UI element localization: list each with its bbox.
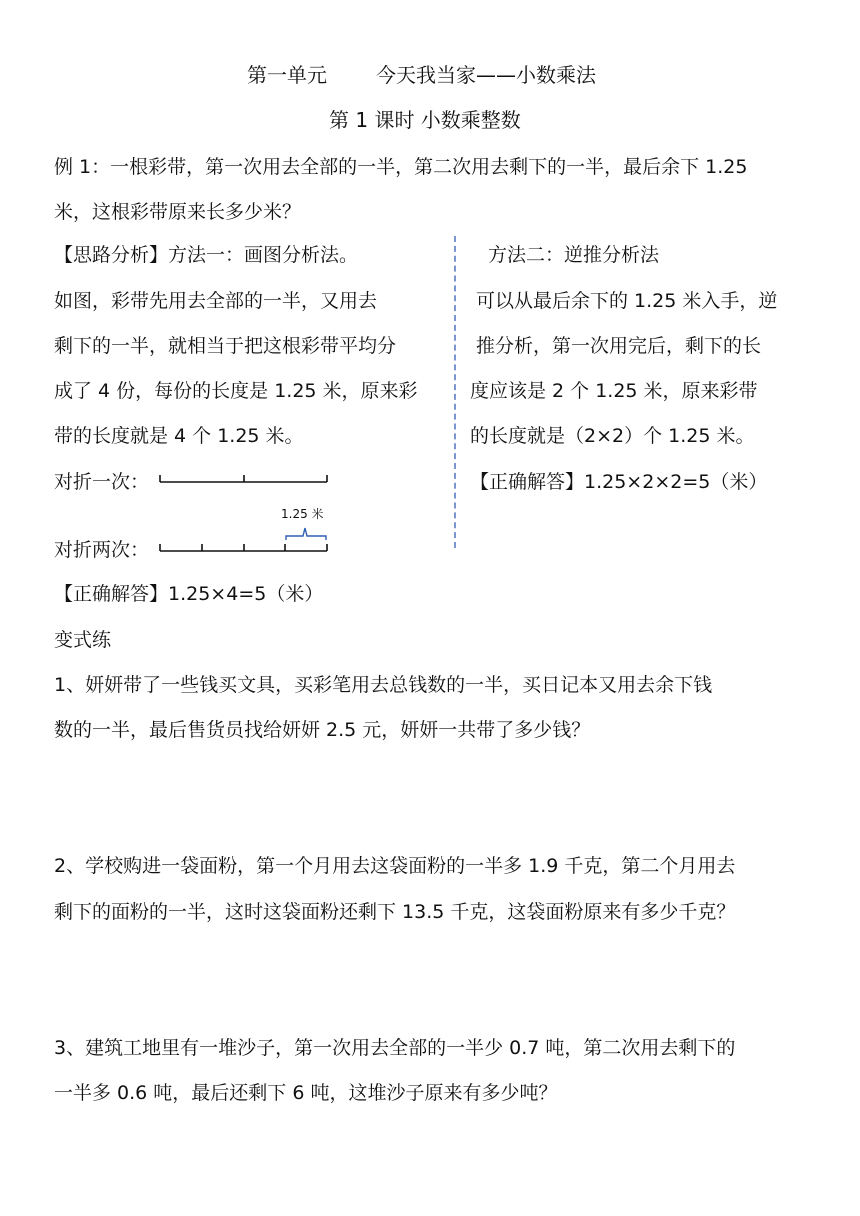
method2-line-3: 度应该是 2 个 1.25 米，原来彩带 bbox=[470, 380, 758, 402]
method2-line-2: 推分析，第一次用完后，剩下的长 bbox=[476, 335, 762, 357]
question-2-line-2: 剩下的面粉的一半，这时这袋面粉还剩下 13.5 千克，这袋面粉原来有多少千克？ bbox=[54, 901, 736, 923]
fold-once-label: 对折一次： bbox=[54, 471, 150, 493]
method1-heading: 【思路分析】方法一：画图分析法。 bbox=[54, 244, 359, 266]
lesson-title: 第 1 课时 小数乘整数 bbox=[329, 108, 521, 132]
lesson-theme: 今天我当家——小数乘法 bbox=[376, 63, 596, 87]
method1-line-3: 成了 4 份，每份的长度是 1.25 米，原来彩 bbox=[54, 380, 418, 402]
unit-title: 第一单元 bbox=[247, 63, 327, 87]
question-1-line-1: 1、妍妍带了一些钱买文具，买彩笔用去总钱数的一半，买日记本又用去余下钱 bbox=[54, 674, 713, 696]
method2-heading: 方法二：逆推分析法 bbox=[488, 244, 660, 266]
method2-line-4: 的长度就是（2×2）个 1.25 米。 bbox=[470, 425, 755, 447]
example-line-1: 例 1：一根彩带，第一次用去全部的一半，第二次用去剩下的一半，最后余下 1.25 bbox=[54, 156, 748, 178]
method1-line-1: 如图，彩带先用去全部的一半，又用去 bbox=[54, 290, 378, 312]
method2-answer: 【正确解答】1.25×2×2=5（米） bbox=[470, 471, 768, 493]
fold-once-segment bbox=[155, 470, 335, 494]
question-1-line-2: 数的一半，最后售货员找给妍妍 2.5 元，妍妍一共带了多少钱？ bbox=[54, 719, 591, 741]
question-3-line-1: 3、建筑工地里有一堆沙子，第一次用去全部的一半少 0.7 吨，第二次用去剩下的 bbox=[54, 1037, 736, 1059]
method1-line-2: 剩下的一半，就相当于把这根彩带平均分 bbox=[54, 335, 397, 357]
method2-line-1: 可以从最后余下的 1.25 米入手，逆 bbox=[476, 290, 778, 312]
practice-heading: 变式练 bbox=[54, 629, 112, 651]
example-line-2: 米，这根彩带原来长多少米？ bbox=[54, 201, 302, 223]
column-divider bbox=[454, 236, 456, 548]
method1-answer: 【正确解答】1.25×4=5（米） bbox=[54, 583, 324, 605]
fold-twice-segment bbox=[155, 538, 335, 562]
method1-line-4: 带的长度就是 4 个 1.25 米。 bbox=[54, 425, 304, 447]
question-2-line-1: 2、学校购进一袋面粉，第一个月用去这袋面粉的一半多 1.9 千克，第二个月用去 bbox=[54, 855, 736, 877]
question-3-line-2: 一半多 0.6 吨，最后还剩下 6 吨，这堆沙子原来有多少吨？ bbox=[54, 1082, 558, 1104]
fold-twice-label: 对折两次： bbox=[54, 539, 150, 561]
segment-length-label: 1.25 米 bbox=[281, 507, 324, 521]
